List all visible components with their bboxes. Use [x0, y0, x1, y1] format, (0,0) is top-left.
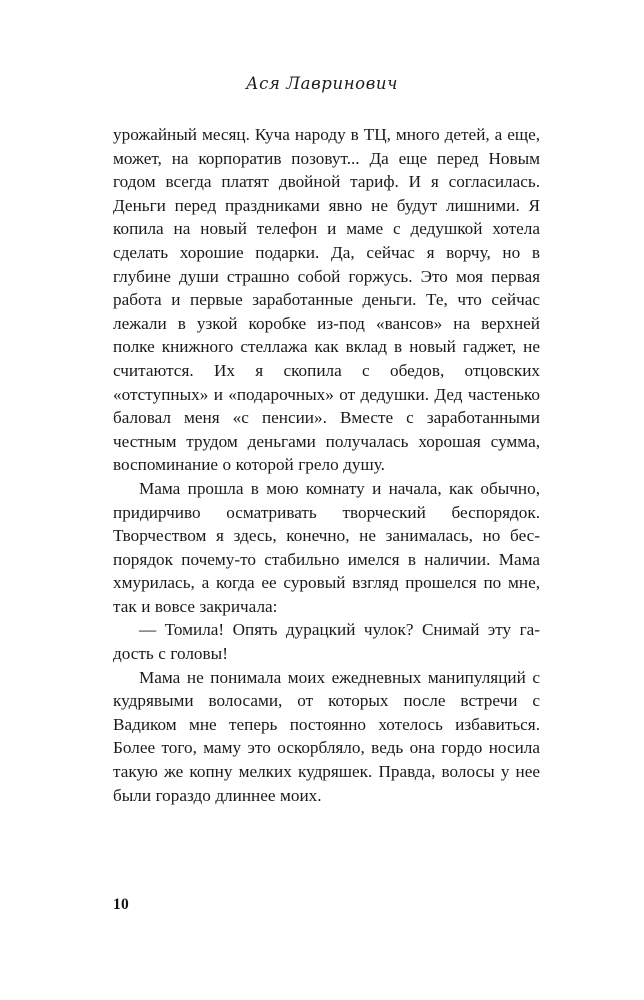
paragraph-3-dialogue: — Томила! Опять дурацкий чулок? Снимай эту гадость с головы! [113, 620, 540, 664]
running-head-author: Ася Лавринович [245, 74, 398, 93]
paragraph-4: Мама не понимала моих ежедневных манипуляций с кудрявыми волосами, от которых после встречи с Вадиком мне теперь постоянно хотелось избавиться. Более того, маму это оскорбляло, ведь она гордо носила такую же копну мелких кудряшек. Правда, волосы у нее были гораздо длиннее моих. [113, 667, 540, 805]
page-number: 10 [113, 896, 130, 913]
paragraph-1: урожайный месяц. Куча народу в ТЦ, много детей, а еще, может, на корпоратив позовут... Да еще перед Новым годом всегда платят двойной тариф. И я согласилась. Деньги перед праздниками явно не будут лишними. Я копила на новый телефон и маме с дедушкой хотела сделать хорошие подарки. Да, сейчас я ворчу, но в глубине души страшно собой горжусь. Это моя первая работа и первые заработанные деньги. Те, что сейчас лежали в узкой коробке из-под «вансов» на верхней полке книжного стеллажа как вклад в новый гаджет, не считаются. Их я скопила с обедов, отцовских «отступных» и «подарочных» от дедушки. Дед частенько баловал меня «с пенсии». Вместе с заработанными честным трудом деньгами получалась хорошая сумма, воспоминание о которой грело душу. [113, 125, 540, 475]
paragraph-2: Мама прошла в мою комнату и начала, как обычно, придирчиво осматривать творческий беспорядок. Творчеством я здесь, конечно, не занималась, но беспорядок почему-то стабильно имелся в наличии. Мама хмурилась, а когда ее суровый взгляд прошелся по мне, так и вовсе закричала: [113, 478, 540, 616]
body-text-block [113, 123, 540, 807]
